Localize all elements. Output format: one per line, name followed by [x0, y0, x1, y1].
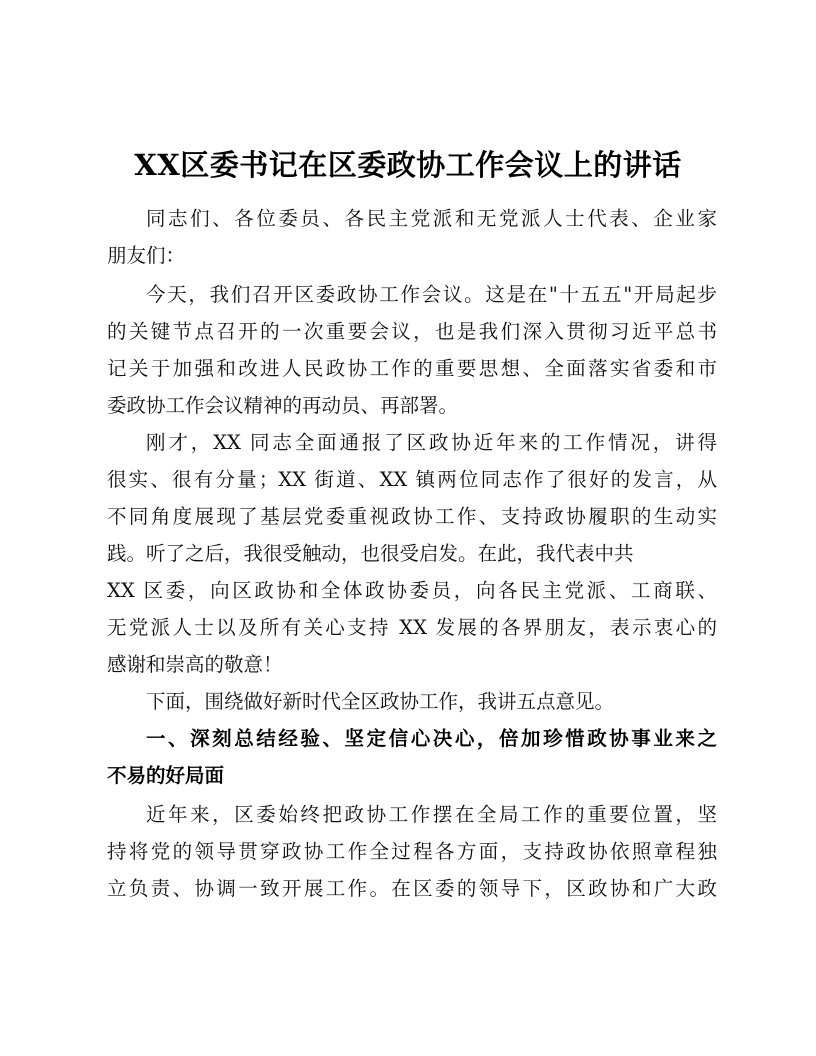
- body-line: 记关于加强和改进人民政协工作的重要思想、全面落实省委和市: [107, 357, 717, 380]
- document-title: XX区委书记在区委政协工作会议上的讲话: [134, 148, 682, 182]
- body-line: 很实、很有分量；XX 街道、XX 镇两位同志作了很好的发言，从: [107, 468, 717, 491]
- body-line: 感谢和崇高的敬意！: [107, 653, 283, 676]
- section-heading-line: 不易的好局面: [107, 764, 225, 787]
- body-line: 朋友们：: [107, 244, 186, 267]
- body-line: 同志们、各位委员、各民主党派和无党派人士代表、企业家: [146, 207, 717, 230]
- body-line: 持将党的领导贯穿政协工作全过程各方面，支持政协依照章程独: [107, 840, 717, 863]
- body-line: 的关键节点召开的一次重要会议，也是我们深入贯彻习近平总书: [107, 320, 717, 343]
- body-line: 今天，我们召开区委政协工作会议。这是在"十五五"开局起步: [146, 283, 717, 306]
- section-heading-line: 一、深刻总结经验、坚定信心决心，倍加珍惜政协事业来之: [146, 727, 717, 750]
- body-line: XX 区委，向区政协和全体政协委员，向各民主党派、工商联、: [107, 579, 717, 602]
- body-line: 无党派人士以及所有关心支持 XX 发展的各界朋友，表示衷心的: [107, 616, 717, 639]
- body-line: 不同角度展现了基层党委重视政协工作、支持政协履职的生动实: [107, 505, 717, 528]
- body-line: 下面，围绕做好新时代全区政协工作，我讲五点意见。: [146, 690, 615, 713]
- body-line: 刚才，XX 同志全面通报了区政协近年来的工作情况，讲得: [146, 431, 717, 454]
- body-line: 委政协工作会议精神的再动员、再部署。: [107, 394, 459, 417]
- body-line: 践。听了之后，我很受触动，也很受启发。在此，我代表中共: [107, 542, 634, 565]
- body-line: 近年来，区委始终把政协工作摆在全局工作的重要位置，坚: [146, 803, 717, 826]
- body-line: 立负责、协调一致开展工作。在区委的领导下，区政协和广大政: [107, 877, 717, 900]
